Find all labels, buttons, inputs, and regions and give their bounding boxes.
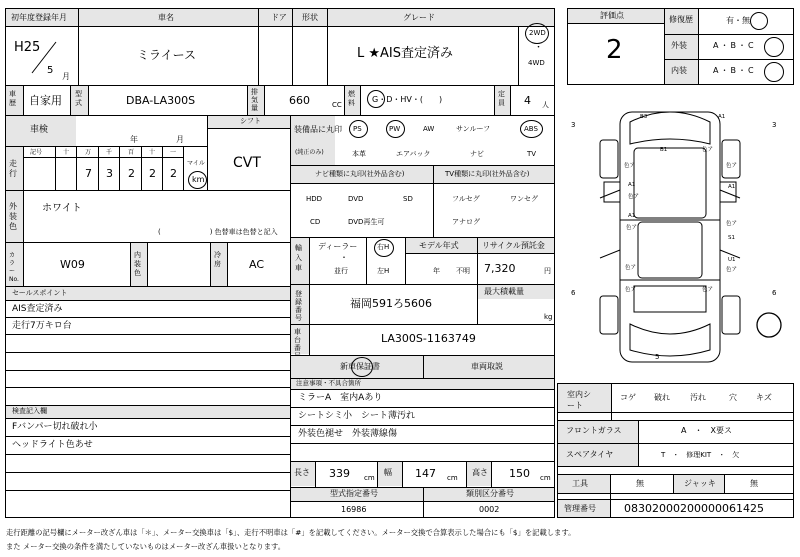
glass-label: フロントガラス — [566, 426, 622, 435]
navi-header: ナビ種類に丸印(社外品含む) — [315, 170, 405, 178]
hgt-label: 高さ — [472, 468, 488, 477]
disp-label: 排気量 — [251, 88, 258, 112]
ac-label: 冷房 — [214, 251, 221, 268]
diag-l5: 色ア — [726, 163, 738, 169]
repair-label: 修復歴 — [669, 15, 693, 24]
drive-sep: ・ — [534, 43, 544, 53]
color-label: 外装色 — [9, 202, 17, 231]
color-value: ホワイト — [42, 203, 82, 214]
cap-value: 4 — [524, 94, 531, 107]
jack-label: ジャッキ — [684, 479, 716, 488]
fuel-label: 燃料 — [348, 90, 355, 107]
fuel-value: G・D・HV・( ) — [372, 95, 443, 104]
dig-2: 2 — [128, 167, 135, 180]
drive-2wd: 2WD — [529, 29, 546, 37]
diag-l10: 色ア — [626, 225, 638, 231]
spare-label: スペアタイヤ — [566, 450, 614, 459]
drive-4wd: 4WD — [528, 59, 545, 67]
seat-label: 室内シート — [567, 390, 591, 410]
score-value: 2 — [606, 35, 623, 65]
warranty-label: 新車保証書 — [340, 362, 380, 371]
dist-label: 走行 — [9, 159, 17, 178]
sp-line1: AIS査定済み — [12, 304, 63, 314]
glass-value: A ・ X要ス — [681, 426, 732, 435]
dig-3: 2 — [149, 167, 156, 180]
shape-header: 形状 — [302, 13, 318, 22]
hgt-value: 150 — [509, 467, 530, 480]
tool-label: 工具 — [572, 479, 588, 488]
dig-h5: 一 — [170, 149, 177, 156]
diag-l6: A1 — [628, 182, 636, 188]
spare-value: T ・ 修理KIT ・ 欠 — [661, 451, 740, 459]
eq-aw: AW — [423, 125, 435, 133]
diag-l8: A1 — [728, 184, 736, 190]
diag-l2: B1 — [660, 147, 668, 153]
eq-pw: PW — [389, 125, 401, 133]
ac-value: AC — [249, 258, 265, 271]
dig-4: 2 — [170, 167, 177, 180]
type-value: 16986 — [341, 505, 367, 514]
tool-value: 無 — [636, 479, 644, 488]
imp-left: 左H — [377, 267, 390, 275]
wid-label: 幅 — [384, 468, 392, 477]
seat-tear: 破れ — [654, 393, 670, 402]
mgmt-label: 管理番号 — [564, 504, 596, 513]
manual-label: 車両取説 — [471, 362, 503, 371]
navi-cd: CD — [310, 218, 321, 226]
eq-sunroof: サンルーフ — [456, 125, 491, 133]
color-note: ( ) 色替車は色替と記入 — [158, 228, 278, 236]
note-line1: Fバンパー切れ破れ小 — [12, 422, 98, 432]
int-circle — [764, 62, 784, 82]
chassis-label: 車台番 — [294, 328, 301, 352]
car-diagram — [560, 100, 800, 380]
diag-l7: 色ア — [628, 194, 640, 200]
eq-navi: ナビ — [470, 150, 484, 158]
diag-l14: 色ア — [625, 265, 637, 271]
dist-symbol: 記号 — [30, 149, 43, 156]
diag-n1: 3 — [772, 121, 777, 129]
model-label: 型式 — [75, 90, 82, 107]
grade-value: L ★AIS査定済み — [357, 46, 454, 61]
inspect-month: 月 — [176, 135, 184, 144]
eq-tv: TV — [527, 150, 537, 158]
seat-hole: 穴 — [729, 393, 737, 402]
diag-l3: 色ア — [702, 147, 714, 153]
dig-h0: 十 — [63, 149, 70, 156]
diag-n2: 6 — [571, 289, 576, 297]
dig-h2: 千 — [106, 149, 113, 156]
disp-unit: CC — [332, 101, 342, 109]
diag-n0: 3 — [571, 121, 576, 129]
navi-sd: SD — [403, 195, 413, 203]
my-unknown: 不明 — [456, 267, 470, 275]
mile-label: マイル — [187, 160, 205, 167]
inspect-label: 車検 — [30, 125, 49, 135]
seat-dirt: 汚れ — [690, 393, 706, 402]
sp-line2: 走行7万キロ台 — [12, 321, 72, 331]
wid-unit: cm — [447, 474, 458, 482]
cond-line1: ミラーA 室内Aあり — [298, 393, 383, 403]
imp-parallel: 並行 — [334, 267, 348, 275]
eq-abs: ABS — [524, 125, 538, 133]
imp-right: 右H — [377, 243, 390, 251]
note-header: 検査記入欄 — [12, 407, 47, 415]
navi-dvd: DVD — [348, 195, 364, 203]
int-label: 内装色 — [134, 251, 141, 277]
eq-leather: 本革 — [352, 150, 366, 158]
ext-value: A・B・C — [713, 41, 756, 50]
len-unit: cm — [364, 474, 375, 482]
cond-line2: シートシミ小 シート薄汚れ — [298, 411, 416, 421]
imp-sep: ・ — [340, 253, 348, 262]
repair-value: 有・無 — [726, 16, 750, 25]
type-header: 型式指定番号 — [330, 489, 378, 498]
regno-label: 登録番号 — [295, 290, 302, 322]
repair-circle — [750, 12, 768, 30]
dig-h3: 百 — [128, 149, 135, 156]
reg-month: 5 — [47, 65, 54, 76]
note-line2: ヘッドライト色あせ — [12, 440, 93, 450]
chassis-value: LA300S-1163749 — [381, 332, 476, 345]
shift-label: シフト — [240, 117, 261, 125]
rc-header: リサイクル預託金 — [482, 241, 545, 250]
diag-l17: 色ア — [702, 287, 714, 293]
imp-dealer: ディーラー — [318, 242, 358, 251]
cond-header: 注意事項・不具合箇所 — [296, 379, 361, 387]
eq-ps: PS — [353, 125, 362, 133]
code-value: W09 — [60, 258, 85, 271]
diag-n3: 6 — [772, 289, 777, 297]
year-header: 初年度登録年月 — [11, 13, 67, 22]
cap-unit: 人 — [542, 101, 549, 109]
rc-unit: 円 — [544, 267, 551, 275]
seat-scratch: キズ — [756, 393, 772, 402]
my-year: 年 — [433, 267, 440, 275]
len-label: 長さ — [294, 468, 310, 477]
diag-l12: S1 — [728, 235, 735, 241]
diag-l16: 色ア — [625, 287, 637, 293]
wid-value: 147 — [415, 467, 436, 480]
navi-dvdplay: DVD再生可 — [348, 218, 385, 226]
diag-l1: A1 — [718, 114, 726, 120]
car-name: ミライース — [137, 48, 197, 62]
int-grade-value: A・B・C — [713, 66, 756, 75]
cap-label: 定員 — [498, 90, 505, 107]
tv-header: TV種類に丸印(社外品含む) — [445, 170, 530, 178]
diag-l13: U1 — [728, 257, 736, 263]
load-label: 最大積載量 — [484, 287, 524, 296]
eq-label: 装備品に丸印 — [294, 125, 342, 134]
jack-value: 無 — [750, 479, 758, 488]
int-grade-label: 内装 — [671, 66, 687, 75]
dig-0: 7 — [85, 167, 92, 180]
code-label: カラーNo. — [9, 252, 19, 283]
diag-l0: B3 — [640, 114, 648, 120]
regno-value: 福岡591ろ5606 — [350, 297, 432, 310]
footer-line2: また メーター交換の条件を満たしていないものはメーター改ざん車扱いとなります。 — [6, 542, 286, 551]
inspect-year: 年 — [130, 135, 138, 144]
seat-burn: コゲ — [620, 393, 636, 402]
footer-line1: 走行距離の記号欄にメーター改ざん車は「＊」、メーター交換車は「$」、走行不明車は「#」を記載してください。メーター交換で合算表示した場合にも「$」を記載します。 — [6, 528, 576, 537]
reg-month-unit: 月 — [62, 72, 70, 81]
use-label: 車歴 — [9, 90, 16, 107]
cond-line3: 外装色褪せ 外装薄線傷 — [298, 429, 398, 439]
disp-value: 660 — [289, 94, 310, 107]
use-value: 自家用 — [29, 94, 62, 107]
eq-label2: (純正のみ) — [295, 149, 324, 156]
shift-value: CVT — [233, 155, 261, 171]
hgt-unit: cm — [540, 474, 551, 482]
door-header: ドア — [271, 13, 287, 22]
diag-l4: 色ア — [624, 163, 636, 169]
load-unit: kg — [544, 313, 553, 321]
dig-1: 3 — [106, 167, 113, 180]
dig-h1: 万 — [85, 149, 92, 156]
tv-fullseg: フルセグ — [452, 195, 480, 203]
km-label: km — [192, 175, 205, 184]
name-header: 車名 — [158, 13, 174, 22]
reg-era: H25 — [14, 40, 41, 55]
sp-header: セールスポイント — [12, 289, 68, 297]
import-label: 輸入車 — [295, 244, 302, 272]
ext-circle — [764, 37, 784, 57]
grade-header: グレード — [403, 13, 435, 22]
eq-airbag: エアバック — [396, 150, 431, 158]
diag-n4: 5 — [655, 353, 660, 361]
navi-hdd: HDD — [306, 195, 323, 203]
tv-oneseg: ワンセグ — [510, 195, 538, 203]
diag-l15: 色ア — [726, 267, 738, 273]
diag-l11: 色ア — [726, 221, 738, 227]
rc-value: 7,320 — [484, 262, 516, 275]
cat-header: 類別区分番号 — [466, 489, 514, 498]
mgmt-value: 08302000200000061425 — [624, 502, 764, 515]
cat-value: 0002 — [479, 505, 500, 514]
ext-label: 外装 — [671, 41, 687, 50]
diag-l9: A1 — [628, 213, 636, 219]
model-value: DBA-LA300S — [126, 94, 196, 107]
len-value: 339 — [329, 467, 350, 480]
tv-analog: アナログ — [452, 218, 480, 226]
my-header: モデル年式 — [419, 241, 459, 250]
dig-h4: 十 — [149, 149, 156, 156]
score-label: 評価点 — [600, 11, 624, 20]
